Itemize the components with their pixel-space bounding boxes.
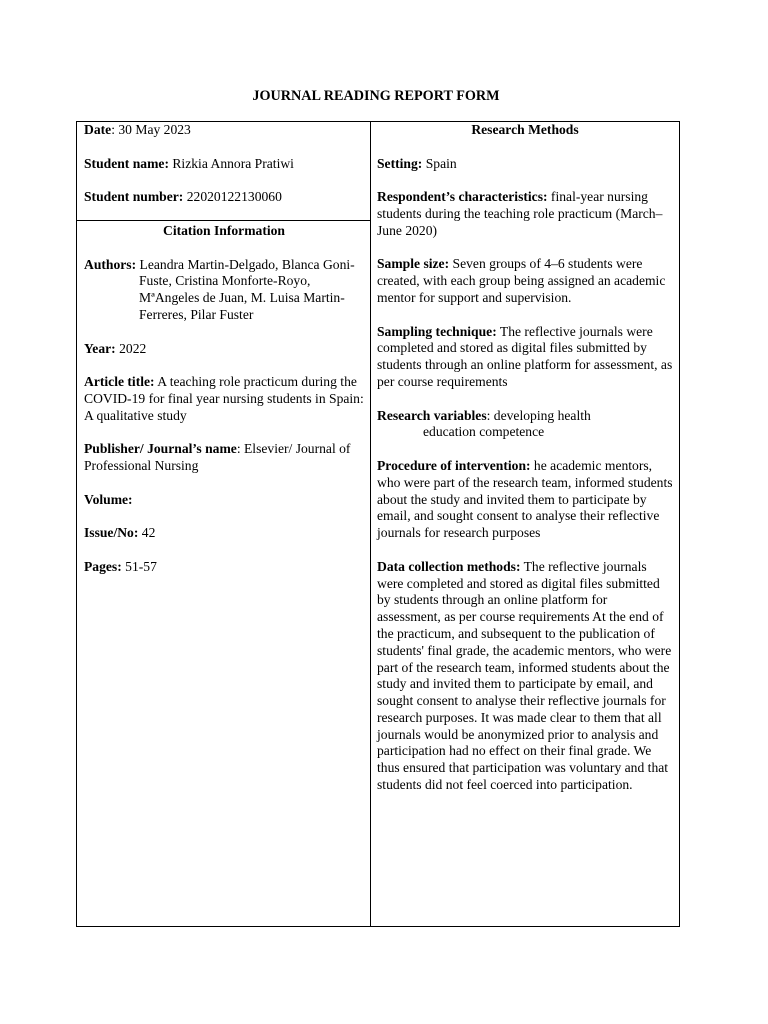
student-number-value: 22020122130060 bbox=[183, 189, 282, 205]
volume-field bbox=[84, 492, 364, 509]
sampling-technique-label: Sampling technique: bbox=[377, 323, 497, 339]
sample-size-label: Sample size: bbox=[377, 256, 450, 272]
report-table bbox=[76, 121, 680, 927]
date-field bbox=[84, 122, 364, 139]
procedure-label: Procedure of intervention: bbox=[377, 457, 531, 473]
year-value: 2022 bbox=[115, 340, 147, 356]
sampling-technique-value: The reflective journals were completed and stored as digital files submitted by students through an online platform for assessment, as per course requirements bbox=[377, 323, 673, 389]
student-number-label: Student number: bbox=[84, 189, 184, 205]
data-collection-value: The reflective journals were completed and stored as digital files submitted by students through an online platform for assessment, as per course requirements At the end of the practicum, and subsequent to the publication of students' final grade, the academic mentors, who were part of the research team, informed students about the study and invited them to participate by email, and sought consent to analyse their reflective journals for research purposes. It was made clear to them that all journals would be anonymized prior to analysis and participation had no effect on their final grade. We thus ensured that participation was voluntary and that students did not feel coerced into participation. bbox=[377, 558, 672, 793]
issue-label: Issue/No: bbox=[84, 525, 139, 541]
volume-label: Volume: bbox=[84, 491, 133, 507]
respondent-label: Respondent’s characteristics: bbox=[377, 189, 548, 205]
sample-size-value: Seven groups of 4–6 students were created, with each group being assigned an academic mentor for support and supervision. bbox=[377, 256, 666, 305]
student-info-cell bbox=[84, 122, 364, 206]
year-label: Year: bbox=[84, 340, 116, 356]
research-variables-value-1: : developing health bbox=[486, 407, 591, 423]
data-collection-label: Data collection methods: bbox=[377, 558, 521, 574]
student-name-label: Student name: bbox=[84, 155, 169, 171]
setting-field bbox=[377, 156, 673, 173]
sample-size-field bbox=[377, 256, 673, 306]
student-name-value: Rizkia Annora Pratiwi bbox=[168, 155, 294, 171]
publisher-label: Publisher/ Journal’s name bbox=[84, 441, 237, 457]
authors-value: Leandra Martin-Delgado, Blanca Goni-Fuste, Cristina Monforte-Royo, MªAngeles de Juan, M. Luisa Martin-Ferreres, Pilar Fuster bbox=[136, 256, 355, 322]
article-title-value: A teaching role practicum during the COVID-19 for final year nursing students in Spain: A qualitative study bbox=[84, 374, 364, 423]
data-collection-field bbox=[377, 559, 673, 794]
student-name-field bbox=[84, 156, 364, 173]
publisher-field bbox=[84, 441, 364, 475]
pages-value: 51-57 bbox=[121, 558, 157, 574]
pages-label: Pages: bbox=[84, 558, 122, 574]
row-divider bbox=[77, 220, 370, 221]
respondent-field bbox=[377, 189, 673, 239]
student-number-field bbox=[84, 189, 364, 206]
column-divider bbox=[370, 122, 371, 926]
procedure-value: he academic mentors, who were part of the research team, informed students about the study and invited them to participate by email, and sought consent to analyse their reflective journals for research purposes bbox=[377, 457, 673, 541]
citation-heading: Citation Information bbox=[163, 223, 285, 238]
research-variables-label: Research variables bbox=[377, 407, 487, 423]
pages-field bbox=[84, 559, 364, 576]
sampling-technique-field bbox=[377, 324, 673, 391]
research-variables-field bbox=[377, 408, 673, 442]
research-methods-heading: Research Methods bbox=[471, 122, 579, 137]
respondent-value: final-year nursing students during the teaching role practicum (March–June 2020) bbox=[377, 189, 663, 238]
setting-value: Spain bbox=[422, 155, 457, 171]
authors-label: Authors: bbox=[84, 256, 137, 272]
form-title: JOURNAL READING REPORT FORM bbox=[252, 88, 500, 104]
research-variables-value-2: education competence bbox=[423, 424, 545, 440]
article-title-label: Article title: bbox=[84, 374, 155, 390]
authors-field bbox=[84, 257, 364, 324]
article-title-field bbox=[84, 374, 364, 424]
issue-field bbox=[84, 525, 364, 542]
citation-cell bbox=[84, 223, 364, 576]
publisher-value: : Elsevier/ Journal of Professional Nursing bbox=[84, 441, 351, 474]
setting-label: Setting: bbox=[377, 155, 423, 171]
year-field bbox=[84, 341, 364, 358]
research-methods-cell bbox=[377, 122, 673, 794]
procedure-field bbox=[377, 458, 673, 542]
date-value: : 30 May 2023 bbox=[111, 122, 191, 137]
date-label: Date bbox=[84, 122, 112, 137]
issue-value: 42 bbox=[138, 525, 156, 541]
